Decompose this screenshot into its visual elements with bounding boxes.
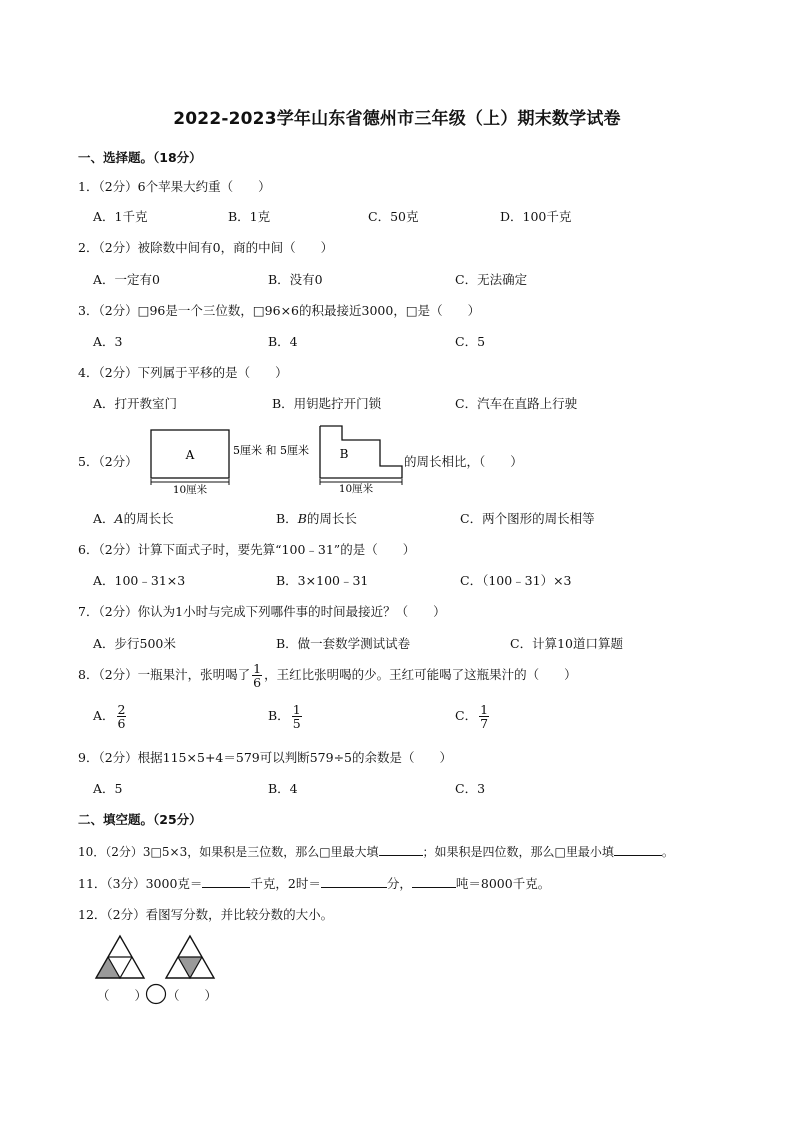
q2-option-b: B．没有0 xyxy=(268,272,323,287)
question-2: 2．（2分）被除数中间有0，商的中间（ ） xyxy=(78,240,334,255)
q5-option-b: B．B的周长长 xyxy=(276,511,357,526)
fraction-one-sixth: $\frac{1}{6}$ xyxy=(253,661,262,691)
q12-left-answer-paren[interactable]: （ ） xyxy=(97,988,148,1003)
q4-option-a: A．打开教室门 xyxy=(93,396,178,411)
question-10: 10．（2分）3□5×3，如果积是三位数，那么□里最大填 ；如果积是四位数，那么□里最小填 。 xyxy=(78,845,674,859)
q7-option-b: B．做一套数学测试试卷 xyxy=(276,636,411,651)
q11-blank-1[interactable] xyxy=(202,875,250,888)
q12-right-answer-paren[interactable]: （ ） xyxy=(167,988,218,1003)
q11-blank-3[interactable] xyxy=(412,875,456,888)
q8-option-b: B． $\frac{1}{5}$ xyxy=(268,702,301,732)
q3-option-c: C．5 xyxy=(455,334,486,349)
q4-option-c: C．汽车在直路上行驶 xyxy=(455,396,578,411)
q9-option-a: A．5 xyxy=(93,781,123,796)
shape-b-dimension: 10厘米 xyxy=(338,483,374,495)
q1-option-d: D．100千克 xyxy=(500,209,572,224)
shape-b-label: B xyxy=(339,447,349,461)
q8-option-c: C． $\frac{1}{7}$ xyxy=(455,702,489,732)
question-5-prefix: 5．（2分） xyxy=(78,454,138,469)
q7-option-a: A．步行500米 xyxy=(93,636,176,651)
section-fill-heading: 二、填空题。（25分） xyxy=(78,812,202,827)
q5-option-a: A．A的周长长 xyxy=(93,511,174,526)
q10-blank-1[interactable] xyxy=(379,843,423,856)
section-choice-heading: 一、选择题。（18分） xyxy=(78,150,202,165)
q1-option-b: B．1克 xyxy=(228,209,271,224)
q1-option-c: C．50克 xyxy=(368,209,419,224)
question-4: 4．（2分）下列属于平移的是（ ） xyxy=(78,365,288,380)
q10-blank-2[interactable] xyxy=(614,843,662,856)
question-11: 11．（3分）3000克＝ 千克，2时＝ 分， 吨＝8000千克。 xyxy=(78,876,551,891)
question-12: 12．（2分）看图写分数，并比较分数的大小。 xyxy=(78,907,334,922)
q2-option-a: A．一定有0 xyxy=(93,272,160,287)
q9-option-b: B．4 xyxy=(268,781,298,796)
q9-option-c: C．3 xyxy=(455,781,486,796)
question-6: 6．（2分）计算下面式子时，要先算“100﹣31”的是（ ） xyxy=(78,542,416,557)
q8-option-a: A． $\frac{2}{6}$ xyxy=(93,702,126,732)
q2-option-c: C．无法确定 xyxy=(455,272,528,287)
q6-option-c: C．（100﹣31）×3 xyxy=(460,573,572,588)
right-triangle xyxy=(166,936,214,978)
question-7: 7．（2分）你认为1小时与完成下列哪件事的时间最接近？（ ） xyxy=(78,604,446,619)
q3-option-b: B．4 xyxy=(268,334,298,349)
shapes-connector-label: 5厘米 和 5厘米 xyxy=(233,444,309,457)
perimeter-figures xyxy=(148,422,410,496)
q5-option-c: C．两个图形的周长相等 xyxy=(460,511,595,526)
q1-option-a: A．1千克 xyxy=(93,209,148,224)
comparison-circle-icon[interactable] xyxy=(145,983,167,1005)
q6-option-b: B．3×100﹣31 xyxy=(276,573,369,588)
fraction-triangles-figure xyxy=(94,934,220,984)
q3-option-a: A．3 xyxy=(93,334,123,349)
page-title: 2022-2023学年山东省德州市三年级（上）期末数学试卷 xyxy=(173,109,621,129)
q4-option-b: B．用钥匙拧开门锁 xyxy=(272,396,382,411)
q11-blank-2[interactable] xyxy=(321,875,387,888)
shape-b-outline xyxy=(320,426,402,478)
question-3: 3．（2分）□96是一个三位数，□96×6的积最接近3000，□是（ ） xyxy=(78,303,481,318)
question-9: 9．（2分）根据115×5+4＝579可以判断579÷5的余数是（ ） xyxy=(78,750,453,765)
q6-option-a: A．100﹣31×3 xyxy=(93,573,186,588)
question-5-suffix: 的周长相比，（ ） xyxy=(404,454,523,469)
left-triangle xyxy=(96,936,144,978)
shape-a-dimension: 10厘米 xyxy=(172,484,208,496)
q7-option-c: C．计算10道口算题 xyxy=(510,636,623,651)
shape-a-label: A xyxy=(185,448,195,462)
question-1: 1．（2分）6个苹果大约重（ ） xyxy=(78,179,271,194)
question-8: 8．（2分）一瓶果汁，张明喝了 $\frac{1}{6}$ ，王红比张明喝的少。王红可能喝了这瓶果汁的（ ） xyxy=(78,661,577,691)
